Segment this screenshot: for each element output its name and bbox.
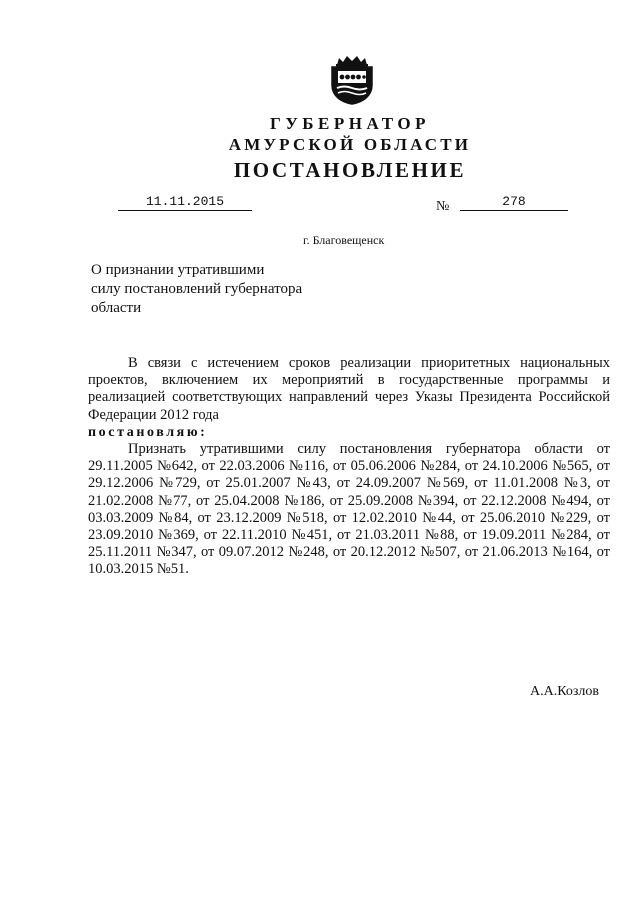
preamble-paragraph: В связи с истечением сроков реализации приоритетных национальных проектов, включением их мероприятий в государственные программы и реализацией соответствующих направлений через Указы Президента Российской Федерации 2012 года	[88, 355, 610, 423]
document-body	[88, 355, 610, 579]
document-type-title: ПОСТАНОВЛЕНИЕ	[233, 158, 467, 182]
subject-line: силу постановлений губернатора	[91, 281, 303, 297]
city-label: г. Благовещенск	[303, 233, 385, 247]
header-title-governor: ГУБЕРНАТОР	[270, 114, 430, 133]
header-title-region: АМУРСКОЙ ОБЛАСТИ	[228, 135, 472, 154]
main-paragraph: Признать утратившими силу постановления губернатора области от 29.11.2005 №642, от 22.03.2006 №116, от 05.06.2006 №284, от 24.10.2006 №565, от 29.12.2006 №729, от 25.01.2007 №43, от 24.09.2007 №569, от 11.01.2008 №3, от 21.02.2008 №77, от 25.04.2008 №186, от 25.09.2008 №394, от 22.12.2008 №494, от 03.03.2009 №84, от 23.12.2009 №518, от 12.02.2010 №44, от 25.06.2010 №229, от 23.09.2010 №369, от 22.11.2010 №451, от 21.03.2011 №88, от 19.09.2011 №284, от 25.11.2011 №347, от 09.07.2012 №248, от 20.12.2012 №507, от 21.06.2013 №164, от 10.03.2015 №51.	[88, 441, 610, 578]
subject-line: О признании утратившими	[91, 262, 265, 278]
document-number: 278	[460, 194, 568, 211]
number-sign: №	[436, 199, 450, 214]
document-subject	[91, 261, 331, 318]
subject-line: области	[91, 300, 142, 316]
document-date: 11.11.2015	[118, 194, 252, 211]
decree-word: постановляю:	[88, 424, 208, 440]
amur-region-coat-of-arms-icon	[329, 55, 375, 105]
signatory-name: А.А.Козлов	[530, 684, 599, 699]
